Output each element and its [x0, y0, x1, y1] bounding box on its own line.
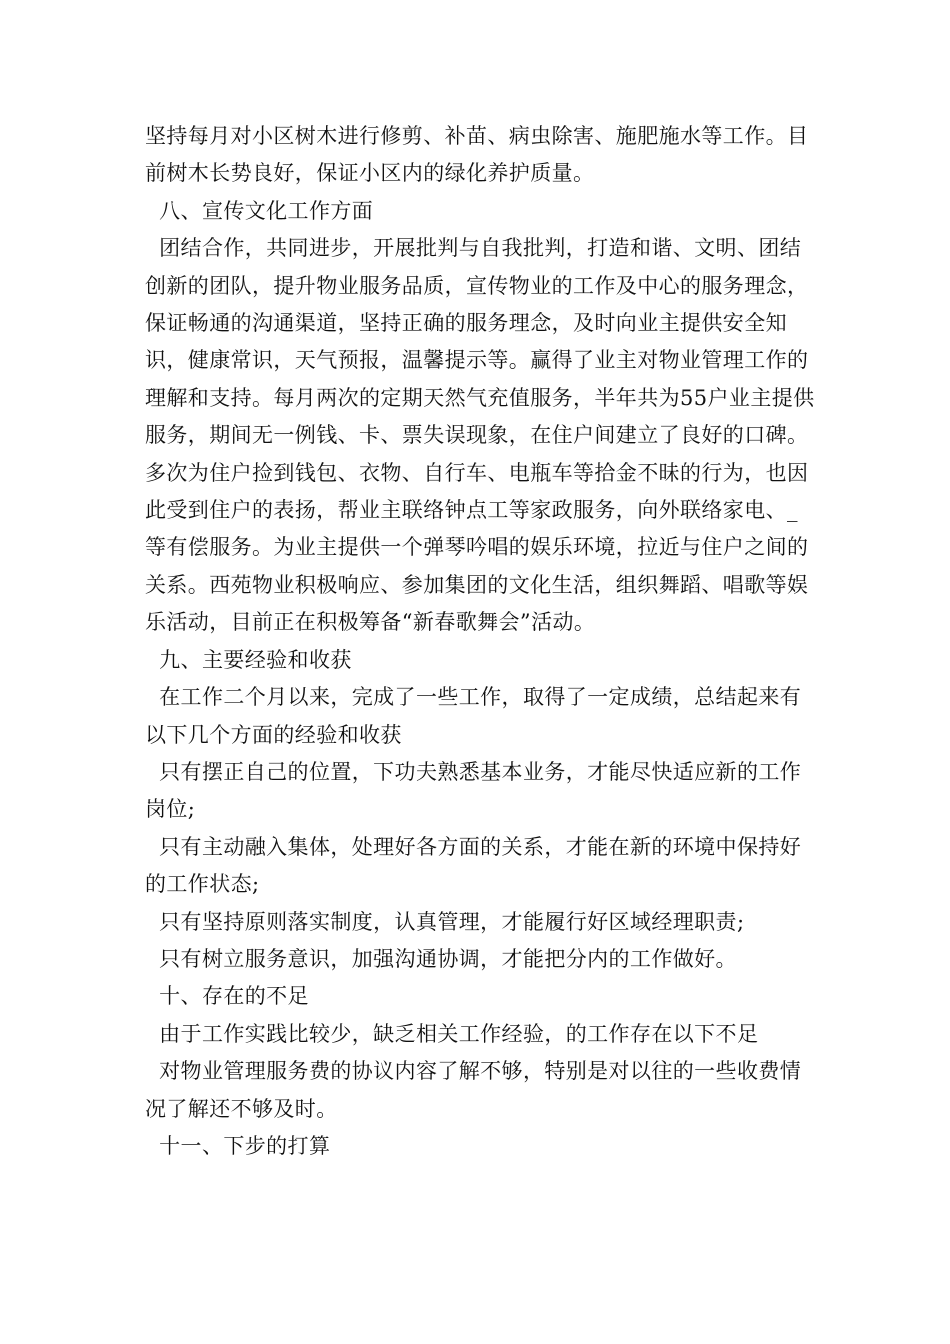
paragraph-greening-maintenance: 坚持每月对小区树木进行修剪、补苗、病虫除害、施肥施水等工作。目前树木长势良好，保证小区内的绿化养护质量。 [145, 124, 809, 186]
section-heading-shortcomings: 十、存在的不足 [145, 984, 309, 1009]
paragraph-experience-item-2: 只有主动融入集体，处理好各方面的关系，才能在新的环境中保持好的工作状态; [145, 834, 802, 897]
section-heading-next-steps: 十一、下步的打算 [145, 1133, 331, 1158]
paragraph-experience-item-1: 只有摆正自己的位置，下功夫熟悉基本业务，才能尽快适应新的工作岗位; [145, 759, 802, 822]
paragraph-publicity-culture: 团结合作，共同进步，开展批判与自我批判，打造和谐、文明、团结创新的团队，提升物业服务品质，宣传物业的工作及中心的服务理念，保证畅通的沟通渠道，坚持正确的服务理念，及时向业主提供安全知识，健康常识，天气预报，温馨提示等。赢得了业主对物业管理工作的理解和支持。每月两次的定期天然气充值服务，半年共为55户业主提供服务，期间无一例钱、卡、票失误现象，在住户间建立了良好的口碑。多次为住户捡到钱包、衣物、自行车、电瓶车等拾金不昧的行为，也因此受到住户的表扬，帮业主联络钟点工等家政服务，向外联络家电、_等有偿服务。为业主提供一个弹琴吟唱的娱乐环境，拉近与住户之间的关系。西苑物业积极响应、参加集团的文化生活，组织舞蹈、唱歌等娱乐活动，目前正在积极筹备“新春歌舞会”活动。 [145, 236, 815, 635]
paragraph-experience-intro: 在工作二个月以来，完成了一些工作，取得了一定成绩，总结起来有以下几个方面的经验和收获 [145, 685, 802, 747]
section-heading-publicity-culture: 八、宣传文化工作方面 [145, 198, 374, 223]
paragraph-shortcomings-item-1: 对物业管理服务费的协议内容了解不够，特别是对以往的一些收费情况了解还不够及时。 [145, 1059, 802, 1121]
paragraph-experience-item-3: 只有坚持原则落实制度，认真管理，才能履行好区域经理职责; [145, 909, 745, 934]
paragraph-shortcomings-intro: 由于工作实践比较少，缺乏相关工作经验，的工作存在以下不足 [145, 1021, 759, 1046]
paragraph-experience-item-4: 只有树立服务意识，加强沟通协调，才能把分内的工作做好。 [145, 946, 737, 971]
section-heading-experience: 九、主要经验和收获 [145, 647, 352, 672]
document-body [145, 118, 815, 1165]
